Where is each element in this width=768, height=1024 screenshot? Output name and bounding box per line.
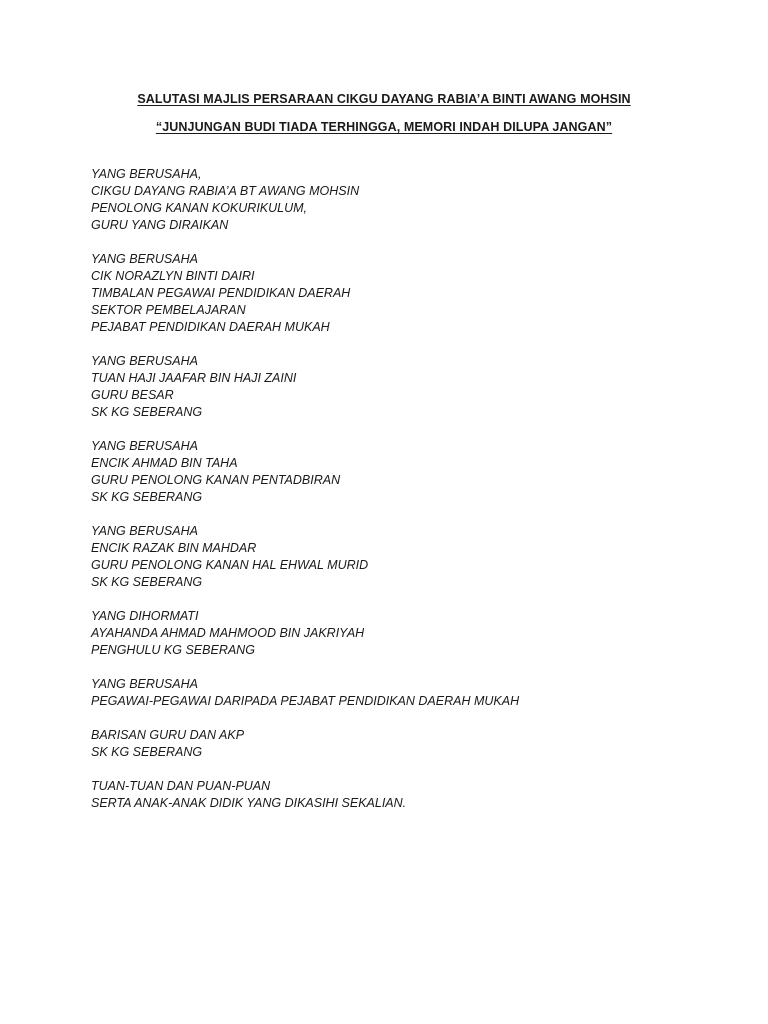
salutation-line: ENCIK AHMAD BIN TAHA (91, 456, 238, 470)
salutation-line: GURU BESAR (91, 388, 174, 402)
salutation-block (91, 608, 711, 659)
salutation-line: YANG BERUSAHA (91, 524, 198, 538)
salutation-line: YANG BERUSAHA (91, 354, 198, 368)
salutation-line: TUAN-TUAN DAN PUAN-PUAN (91, 779, 271, 793)
salutation-line: AYAHANDA AHMAD MAHMOOD BIN JAKRIYAH (91, 626, 365, 640)
salutation-line: SK KG SEBERANG (91, 490, 203, 504)
salutation-line: YANG BERUSAHA (91, 439, 198, 453)
salutation-line: YANG BERUSAHA (91, 252, 198, 266)
salutation-block (91, 353, 711, 421)
salutation-line: SK KG SEBERANG (91, 575, 203, 589)
salutation-line: GURU PENOLONG KANAN PENTADBIRAN (91, 473, 341, 487)
salutation-block (91, 676, 711, 710)
salutation-line: GURU YANG DIRAIKAN (91, 218, 229, 232)
salutation-line: SERTA ANAK-ANAK DIDIK YANG DIKASIHI SEKALIAN. (91, 796, 407, 810)
salutation-line: GURU PENOLONG KANAN HAL EHWAL MURID (91, 558, 369, 572)
salutation-line: SEKTOR PEMBELAJARAN (91, 303, 246, 317)
salutation-line: SK KG SEBERANG (91, 405, 203, 419)
salutation-block (91, 251, 711, 336)
salutation-line: CIKGU DAYANG RABIA’A BT AWANG MOHSIN (91, 184, 360, 198)
salutation-line: ENCIK RAZAK BIN MAHDAR (91, 541, 257, 555)
salutation-line: TIMBALAN PEGAWAI PENDIDIKAN DAERAH (91, 286, 351, 300)
salutation-line: YANG DIHORMATI (91, 609, 199, 623)
salutation-block (91, 727, 711, 761)
salutation-block (91, 166, 711, 234)
salutation-block (91, 523, 711, 591)
salutation-line: TUAN HAJI JAAFAR BIN HAJI ZAINI (91, 371, 297, 385)
salutation-line: PENGHULU KG SEBERANG (91, 643, 255, 657)
salutation-line: CIK NORAZLYN BINTI DAIRI (91, 269, 255, 283)
salutation-line: PENOLONG KANAN KOKURIKULUM, (91, 201, 308, 215)
salutation-line: BARISAN GURU DAN AKP (91, 728, 245, 742)
salutation-line: SK KG SEBERANG (91, 745, 203, 759)
salutation-line: PEGAWAI-PEGAWAI DARIPADA PEJABAT PENDIDIKAN DAERAH MUKAH (91, 694, 520, 708)
salutation-line: PEJABAT PENDIDIKAN DAERAH MUKAH (91, 320, 330, 334)
document-subtitle: “JUNJUNGAN BUDI TIADA TERHINGGA, MEMORI INDAH DILUPA JANGAN” (155, 120, 613, 134)
salutation-block (91, 778, 711, 812)
document-title: SALUTASI MAJLIS PERSARAAN CIKGU DAYANG RABIA’A BINTI AWANG MOHSIN (137, 92, 631, 106)
salutation-list (91, 166, 711, 829)
salutation-line: YANG BERUSAHA, (91, 167, 202, 181)
salutation-line: YANG BERUSAHA (91, 677, 198, 691)
salutation-block (91, 438, 711, 506)
